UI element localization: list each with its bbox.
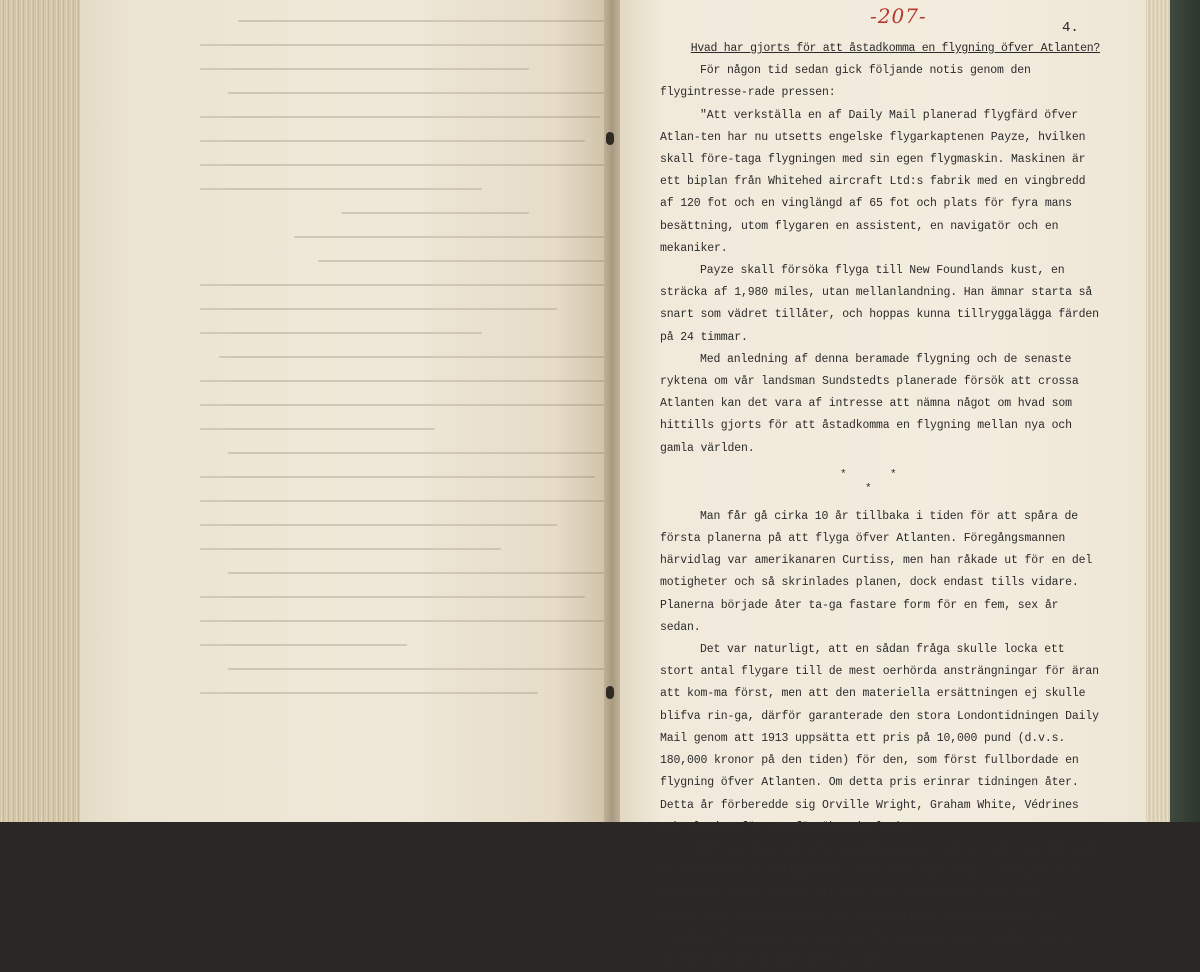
document-title: Hvad har gjorts för att åstadkomma en flygning öfver Atlanten?	[690, 42, 1100, 55]
paragraph: Med anledning af denna beramade flygning och de senaste ryktena om vår landsman Sundstedts planerade försök att crossa Atlanten kan det vara af intresse att nämna något om hvad som hittills gjorts för att åstadkomma en flygning mellan nya och gamla världen.	[660, 352, 1079, 455]
section-divider-asterism	[660, 462, 1100, 494]
book-cover-edge	[1170, 0, 1200, 822]
sheet-number: 4.	[1062, 20, 1079, 36]
binding-hole	[606, 686, 614, 699]
asterisk: *	[840, 468, 847, 481]
asterisk: *	[890, 468, 897, 481]
typed-text-block	[660, 38, 1100, 972]
paragraph: Det var två motsatta uppfattningar, som gjorde sig gällande be-träffande de möjligheter, som stodo till buds. Védrines och andra med honom menade att den enda möjligheten vore att konstruera en maskin med största tänkbara hastighet och att företaga flygningen en-sam. Ju fortare det gick, desto större skulle chanserna vara att lyc-kas.	[660, 842, 1099, 967]
left-page	[80, 0, 608, 822]
left-page-edges	[0, 0, 80, 822]
paragraph: Man får gå cirka 10 år tillbaka i tiden för att spåra de första planerna på att flyga öfver Atlanten. Föregångsmannen härvidlag var amerikanaren Curtiss, men han råkade ut för en del motigheter och så skrinlades planen, dock endast tills vidare. Planerna började åter ta-ga fastare form för en fem, sex år sedan.	[660, 509, 1093, 634]
paragraph: Det var naturligt, att en sådan fråga skulle locka ett stort antal flygare till de mest oerhörda ansträngningar för äran att kom-ma först, men att den materiella ersättningen ej skulle blifva rin-ga, därför garanterade den stora Londontidningen Daily Mail genom att 1913 uppsätta ett pris på 10,000 pund (d.v.s. 180,000 kronor på den tiden) för den, som först fullbordade en flygning öfver Atlanten. Om detta pris erinrar tidningen åter. Detta år förberedde sig Orville Wright, Graham White, Védrines och Bleriot för att försöka sin lycka.	[660, 643, 1099, 834]
binding-hole	[606, 132, 614, 145]
paragraph: För någon tid sedan gick följande notis genom den flygintresse-rade pressen:	[660, 64, 1031, 100]
show-through-text	[200, 20, 670, 810]
handwritten-page-number: -207-	[870, 4, 927, 28]
paragraph: "Att verkställa en af Daily Mail planerad flygfärd öfver Atlan-ten har nu utsetts engelske flygarkaptenen Payze, hvilken skall före-taga flygningen med sin egen flygmaskin. Maskinen är ett biplan från Whitehed aircraft Ltd:s fabrik med en vingbredd af 120 fot och en vinglängd af 65 fot och plats för fyra mans besättning, utom flygaren en assistent, en navigatör och en mekaniker.	[660, 108, 1086, 255]
paragraph: Payze skall försöka flyga till New Foundlands kust, en sträcka af 1,980 miles, utan mellanlandning. Han ämnar starta så snart som vädret tillåter, och hoppas kunna tillryggalägga färden på 24 timmar.	[660, 264, 1099, 344]
asterisk: *	[865, 482, 872, 495]
